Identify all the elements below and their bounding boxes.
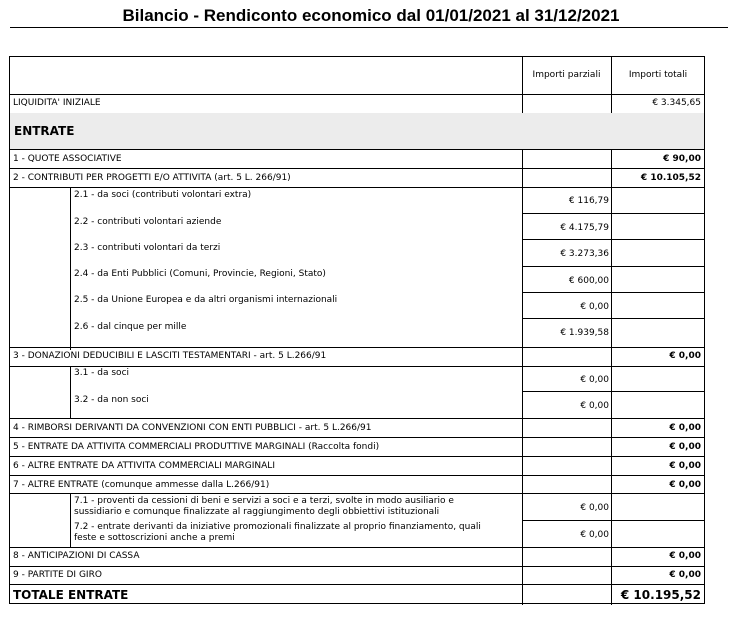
balance-table bbox=[9, 56, 705, 604]
sub-amount: € 600,00 bbox=[568, 276, 609, 286]
sub-label-line2: sussidiario e comunque finalizzate al raggiungimento degli obbiettivi istituzionali bbox=[74, 507, 440, 517]
sub-label-line2: feste e sottoscrizioni anche a premi bbox=[74, 533, 235, 543]
row-total: € 0,00 bbox=[669, 442, 701, 452]
sub-amount: € 0,00 bbox=[580, 503, 609, 513]
row-label: 4 - RIMBORSI DERIVANTI DA CONVENZIONI CON ENTI PUBBLICI - art. 5 L.266/91 bbox=[13, 423, 372, 433]
liquidity-label: LIQUIDITA' INIZIALE bbox=[13, 98, 101, 108]
row-divider bbox=[10, 456, 704, 457]
total-label: TOTALE ENTRATE bbox=[13, 588, 129, 602]
sub-amount: € 3.273,36 bbox=[560, 249, 609, 259]
row-divider bbox=[522, 292, 704, 293]
row-divider bbox=[522, 266, 704, 267]
total-value: € 10.195,52 bbox=[620, 588, 701, 602]
row-total: € 90,00 bbox=[663, 154, 701, 164]
row-divider bbox=[10, 566, 704, 567]
row-label: 2 - CONTRIBUTI PER PROGETTI E/O ATTIVITA (art. 5 L. 266/91) bbox=[13, 173, 291, 183]
row-label: 9 - PARTITE DI GIRO bbox=[13, 570, 102, 580]
header-total: Importi totali bbox=[628, 70, 688, 80]
row-divider bbox=[10, 347, 704, 348]
indent-divider bbox=[70, 493, 71, 547]
row-divider bbox=[10, 437, 704, 438]
title-divider bbox=[10, 27, 728, 28]
row-total: € 0,00 bbox=[669, 351, 701, 361]
row-divider bbox=[10, 547, 704, 548]
sub-label: 2.2 - contributi volontari aziende bbox=[74, 217, 222, 227]
sub-label-line1: 7.2 - entrate derivanti da iniziative promozionali finalizzate al proprio finanziamento, quali bbox=[74, 522, 481, 532]
row-total: € 10.105,52 bbox=[640, 173, 701, 183]
row-label: 5 - ENTRATE DA ATTIVITA COMMERCIALI PRODUTTIVE MARGINALI (Raccolta fondi) bbox=[13, 442, 380, 452]
sub-label: 2.1 - da soci (contributi volontari extra) bbox=[74, 190, 252, 200]
sub-label: 2.5 - da Unione Europea e da altri organismi internazionali bbox=[74, 295, 338, 305]
row-divider bbox=[10, 475, 704, 476]
sub-label: 3.2 - da non soci bbox=[74, 395, 149, 405]
sub-amount: € 0,00 bbox=[580, 401, 609, 411]
section-entrate-bg bbox=[10, 113, 704, 149]
sub-label: 2.4 - da Enti Pubblici (Comuni, Provincie, Regioni, Stato) bbox=[74, 269, 326, 279]
row-total: € 0,00 bbox=[669, 480, 701, 490]
row-label: 3 - DONAZIONI DEDUCIBILI E LASCITI TESTAMENTARI - art. 5 L.266/91 bbox=[13, 351, 327, 361]
row-total: € 0,00 bbox=[669, 423, 701, 433]
indent-divider bbox=[70, 187, 71, 350]
row-divider bbox=[10, 418, 704, 419]
row-divider bbox=[10, 149, 704, 150]
row-label: 6 - ALTRE ENTRATE DA ATTIVITA COMMERCIALI MARGINALI bbox=[13, 461, 275, 471]
sub-amount: € 0,00 bbox=[580, 530, 609, 540]
sub-label: 2.3 - contributi volontari da terzi bbox=[74, 243, 221, 253]
row-divider bbox=[10, 493, 704, 494]
header-partial: Importi parziali bbox=[532, 70, 601, 80]
row-divider bbox=[10, 168, 704, 169]
indent-divider bbox=[70, 366, 71, 418]
row-total: € 0,00 bbox=[669, 570, 701, 580]
section-title: ENTRATE bbox=[14, 124, 75, 138]
row-divider bbox=[10, 584, 704, 585]
row-label: 7 - ALTRE ENTRATE (comunque ammesse dalla L.266/91) bbox=[13, 480, 270, 490]
row-label: 1 - QUOTE ASSOCIATIVE bbox=[13, 154, 122, 164]
row-divider bbox=[522, 391, 704, 392]
sub-amount: € 116,79 bbox=[568, 196, 609, 206]
sub-label: 2.6 - dal cinque per mille bbox=[74, 322, 187, 332]
row-divider bbox=[10, 366, 704, 367]
sub-amount: € 4.175,79 bbox=[560, 223, 609, 233]
row-label: 8 - ANTICIPAZIONI DI CASSA bbox=[13, 551, 140, 561]
sub-label: 3.1 - da soci bbox=[74, 368, 130, 378]
liquidity-total: € 3.345,65 bbox=[652, 98, 701, 108]
sub-amount: € 0,00 bbox=[580, 375, 609, 385]
row-divider bbox=[522, 213, 704, 214]
sub-amount: € 0,00 bbox=[580, 302, 609, 312]
sub-label-line1: 7.1 - proventi da cessioni di beni e servizi a soci e a terzi, svolte in modo ausiliario e bbox=[74, 496, 454, 506]
sub-amount: € 1.939,58 bbox=[560, 328, 609, 338]
row-divider bbox=[522, 239, 704, 240]
row-divider bbox=[10, 187, 704, 188]
row-total: € 0,00 bbox=[669, 551, 701, 561]
row-total: € 0,00 bbox=[669, 461, 701, 471]
row-divider bbox=[10, 94, 704, 95]
row-divider bbox=[522, 520, 704, 521]
page-title: Bilancio - Rendiconto economico dal 01/01/2021 al 31/12/2021 bbox=[122, 6, 620, 25]
row-divider bbox=[522, 318, 704, 319]
